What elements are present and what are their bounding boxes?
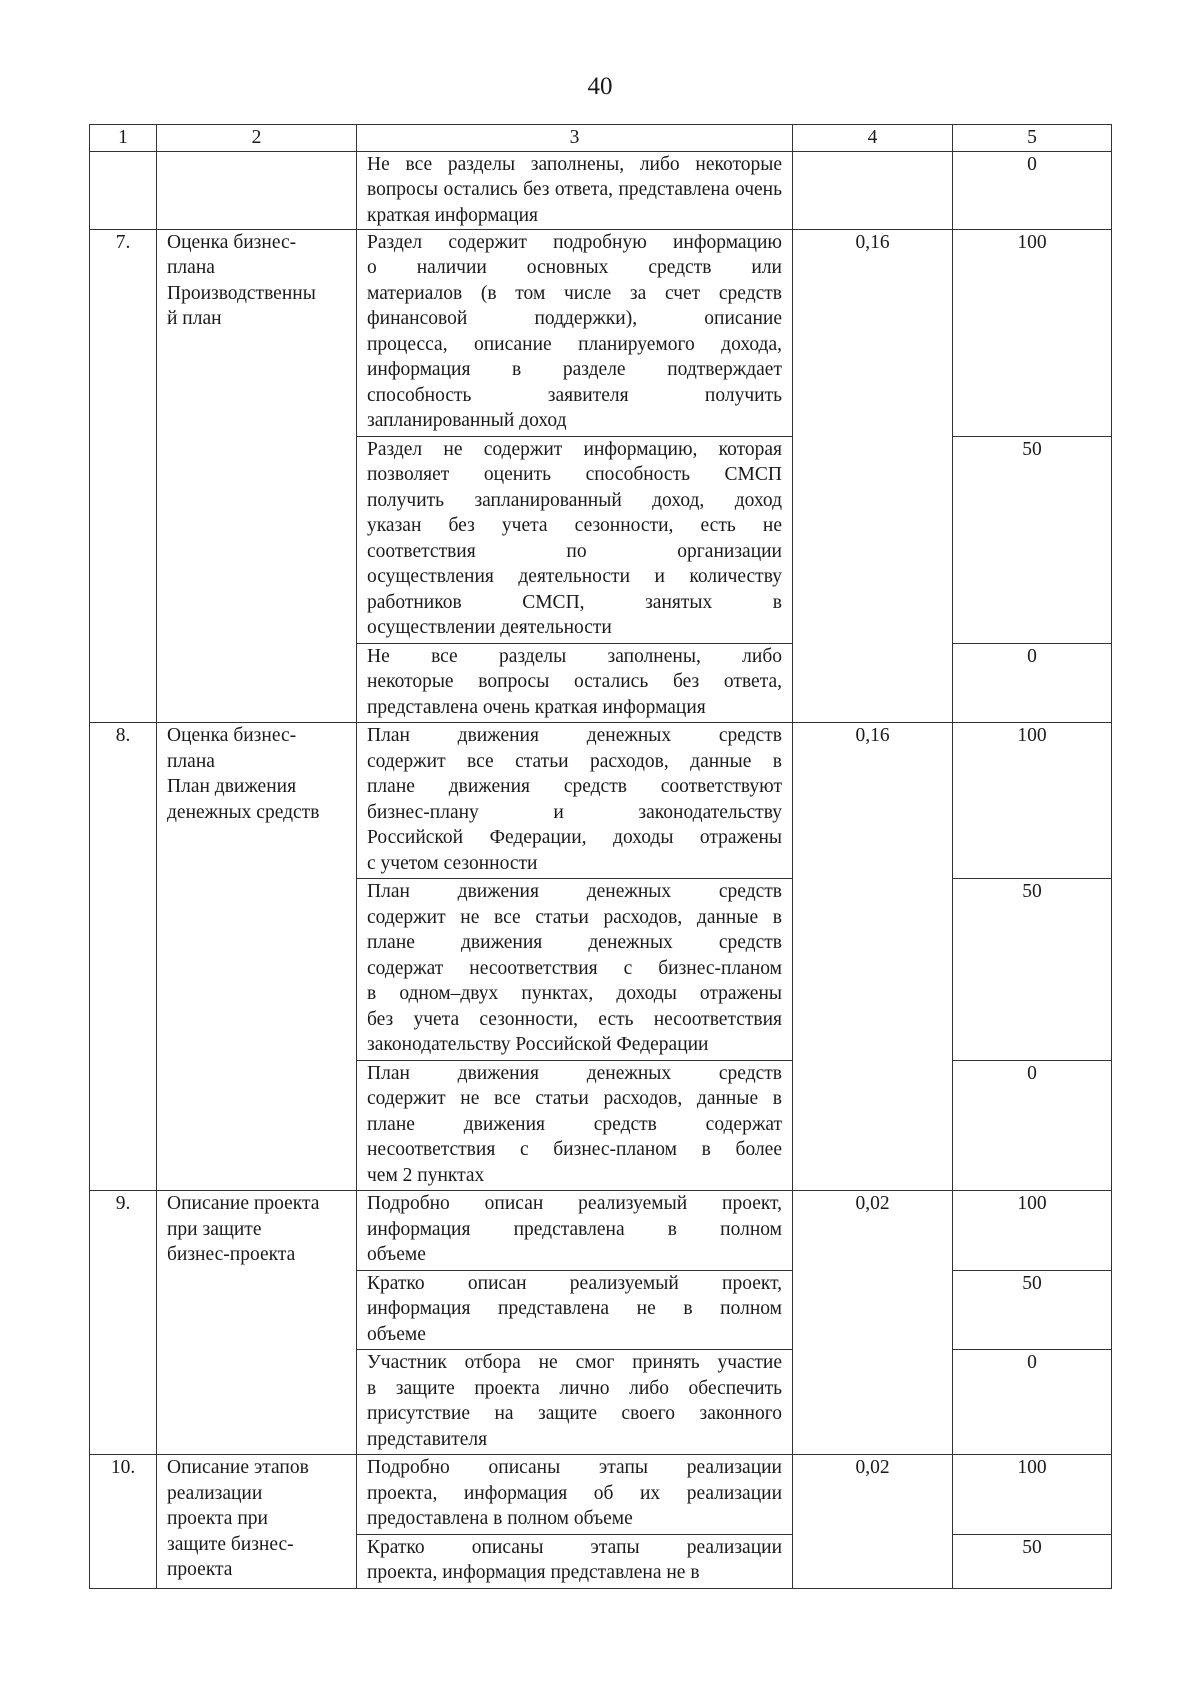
criterion-weight: 0,02 xyxy=(793,1191,953,1455)
criterion-name-line: План движения xyxy=(167,776,297,797)
option-description-line: проекта, информация представлена не в xyxy=(367,1562,700,1583)
criterion-name-line: Производственны xyxy=(167,282,316,304)
criterion-name-line: плана xyxy=(167,257,215,278)
option-score: 50 xyxy=(953,1270,1112,1350)
criterion-weight: 0,16 xyxy=(793,723,953,1191)
option-description-line: законодательству Российской Федерации xyxy=(367,1034,709,1055)
criteria-table xyxy=(89,124,1112,1589)
option-score: 100 xyxy=(953,229,1112,436)
option-description-line: Подробно описан реализуемый проект, xyxy=(367,1193,782,1214)
criterion-name-line: проекта xyxy=(167,1559,233,1580)
option-description xyxy=(357,1534,793,1588)
criterion-name-line: Оценка бизнес- xyxy=(167,725,297,746)
column-header-3: 3 xyxy=(357,125,793,152)
option-description-line: Раздел не содержит информацию, которая xyxy=(367,438,782,460)
option-score: 50 xyxy=(953,1534,1112,1588)
criterion-option-row xyxy=(90,1191,1112,1271)
option-description-line: плане движения денежных средств xyxy=(367,932,782,953)
option-description-line: План движения денежных средств xyxy=(367,725,782,746)
criterion-name xyxy=(157,229,357,723)
option-description-line: в защите проекта лично либо обеспечить xyxy=(367,1377,782,1399)
option-description xyxy=(357,1191,793,1271)
option-description-line: без учета сезонности, есть несоответствия xyxy=(367,1008,782,1030)
option-description-line: объеме xyxy=(367,1323,426,1345)
option-description-line: Участник отбора не смог принять участие xyxy=(367,1352,782,1373)
column-header-2: 2 xyxy=(157,125,357,152)
option-description xyxy=(357,1270,793,1350)
criterion-name-line: при защите xyxy=(167,1218,262,1240)
option-description-line: запланированный доход xyxy=(367,410,567,431)
option-description-line: содержит не все статьи расходов, данные в xyxy=(367,1088,782,1109)
option-description xyxy=(357,879,793,1061)
option-description-line: информация в разделе подтверждает xyxy=(367,359,782,380)
option-description-line: информация представлена в полном xyxy=(367,1218,782,1240)
column-header-4: 4 xyxy=(793,125,953,152)
column-header-5: 5 xyxy=(953,125,1112,152)
criterion-number: 9. xyxy=(90,1191,157,1455)
criterion-name-line: защите бизнес- xyxy=(167,1533,294,1555)
option-score: 50 xyxy=(953,879,1112,1061)
criterion-name-line: денежных средств xyxy=(167,801,320,823)
option-description xyxy=(357,1455,793,1535)
option-description-line: осуществлении деятельности xyxy=(367,617,612,638)
option-description-line: предоставлена в полном объеме xyxy=(367,1508,633,1529)
criterion-number: 7. xyxy=(90,229,157,723)
option-description-line: Российской Федерации, доходы отражены xyxy=(367,827,782,848)
option-description-line: представителя xyxy=(367,1428,488,1450)
criterion-name-line: Оценка бизнес- xyxy=(167,231,297,253)
option-score: 0 xyxy=(953,1060,1112,1191)
continuation-name-cell xyxy=(157,151,357,229)
option-description-line: указан без учета сезонности, есть не xyxy=(367,515,782,536)
criterion-option-row xyxy=(90,723,1112,879)
option-description-line: Подробно описаны этапы реализации xyxy=(367,1457,782,1478)
option-description-line: содержит не все статьи расходов, данные в xyxy=(367,906,782,928)
option-description-line: материалов (в том числе за счет средств xyxy=(367,282,782,304)
option-description xyxy=(357,1350,793,1455)
criterion-name-line: проекта при xyxy=(167,1508,268,1529)
option-description-line: представлена очень краткая информация xyxy=(367,696,706,718)
continuation-description: Не все разделы заполнены, либо некоторые вопросы остались без ответа, представлена очень краткая информация xyxy=(357,151,793,229)
option-description-line: объеме xyxy=(367,1244,426,1265)
criterion-name-line: бизнес-проекта xyxy=(167,1244,296,1265)
continuation-weight-cell xyxy=(793,151,953,229)
option-description-line: присутствие на защите своего законного xyxy=(367,1403,782,1424)
option-description-line: содержат несоответствия с бизнес-планом xyxy=(367,957,782,979)
criterion-name xyxy=(157,723,357,1191)
option-description-line: чем 2 пунктах xyxy=(367,1164,485,1186)
option-description-line: работников СМСП, занятых в xyxy=(367,591,782,613)
criterion-weight: 0,16 xyxy=(793,229,953,723)
header-row xyxy=(90,125,1112,152)
option-description-line: позволяет оценить способность СМСП xyxy=(367,464,782,485)
continuation-row xyxy=(90,151,1112,229)
option-description-line: осуществления деятельности и количеству xyxy=(367,566,782,587)
criterion-name-line: й план xyxy=(167,308,222,329)
option-description-line: Кратко описаны этапы реализации xyxy=(367,1536,782,1558)
option-description-line: плане движения средств содержат xyxy=(367,1113,782,1135)
option-description-line: плане движения средств соответствуют xyxy=(367,776,782,797)
column-header-1: 1 xyxy=(90,125,157,152)
criterion-name xyxy=(157,1455,357,1589)
option-score: 0 xyxy=(953,1350,1112,1455)
criterion-name-line: Описание проекта xyxy=(167,1193,320,1214)
option-description-line: Кратко описан реализуемый проект, xyxy=(367,1272,782,1294)
page-number: 40 xyxy=(587,73,613,100)
option-score: 0 xyxy=(953,643,1112,723)
option-description-line: содержит все статьи расходов, данные в xyxy=(367,750,782,772)
option-description-line: План движения денежных средств xyxy=(367,1062,782,1084)
option-score: 50 xyxy=(953,436,1112,643)
option-description xyxy=(357,723,793,879)
criterion-name-line: плана xyxy=(167,750,215,772)
option-description-line: несоответствия с бизнес-планом в более xyxy=(367,1139,782,1160)
criterion-weight: 0,02 xyxy=(793,1455,953,1589)
option-description xyxy=(357,229,793,436)
option-score: 100 xyxy=(953,1455,1112,1535)
option-description-line: бизнес-плану и законодательству xyxy=(367,801,782,823)
criterion-name-line: Описание этапов xyxy=(167,1457,309,1478)
option-description-line: Раздел содержит подробную информацию xyxy=(367,231,782,253)
option-description-line: информация представлена не в полном xyxy=(367,1298,782,1319)
criterion-number: 8. xyxy=(90,723,157,1191)
criterion-option-row xyxy=(90,229,1112,436)
criterion-name xyxy=(157,1191,357,1455)
option-score: 100 xyxy=(953,1191,1112,1271)
continuation-score: 0 xyxy=(953,151,1112,229)
option-description xyxy=(357,1060,793,1191)
option-description-line: с учетом сезонности xyxy=(367,852,538,874)
continuation-num-cell xyxy=(90,151,157,229)
option-score: 100 xyxy=(953,723,1112,879)
option-description-line: Не все разделы заполнены, либо xyxy=(367,645,782,667)
criterion-option-row xyxy=(90,1455,1112,1535)
option-description-line: способность заявителя получить xyxy=(367,384,782,406)
criterion-number: 10. xyxy=(90,1455,157,1589)
criterion-name-line: реализации xyxy=(167,1482,263,1504)
table-body xyxy=(90,151,1112,1588)
option-description-line: соответствия по организации xyxy=(367,540,782,562)
option-description-line: процесса, описание планируемого дохода, xyxy=(367,333,782,355)
option-description-line: проекта, информация об их реализации xyxy=(367,1482,782,1504)
option-description-line: План движения денежных средств xyxy=(367,881,782,902)
option-description-line: получить запланированный доход, доход xyxy=(367,489,782,511)
option-description xyxy=(357,643,793,723)
option-description-line: в одном–двух пунктах, доходы отражены xyxy=(367,983,782,1004)
option-description-line: финансовой поддержки), описание xyxy=(367,308,782,329)
option-description-line: некоторые вопросы остались без ответа, xyxy=(367,671,782,692)
option-description-line: о наличии основных средств или xyxy=(367,257,782,278)
option-description xyxy=(357,436,793,643)
